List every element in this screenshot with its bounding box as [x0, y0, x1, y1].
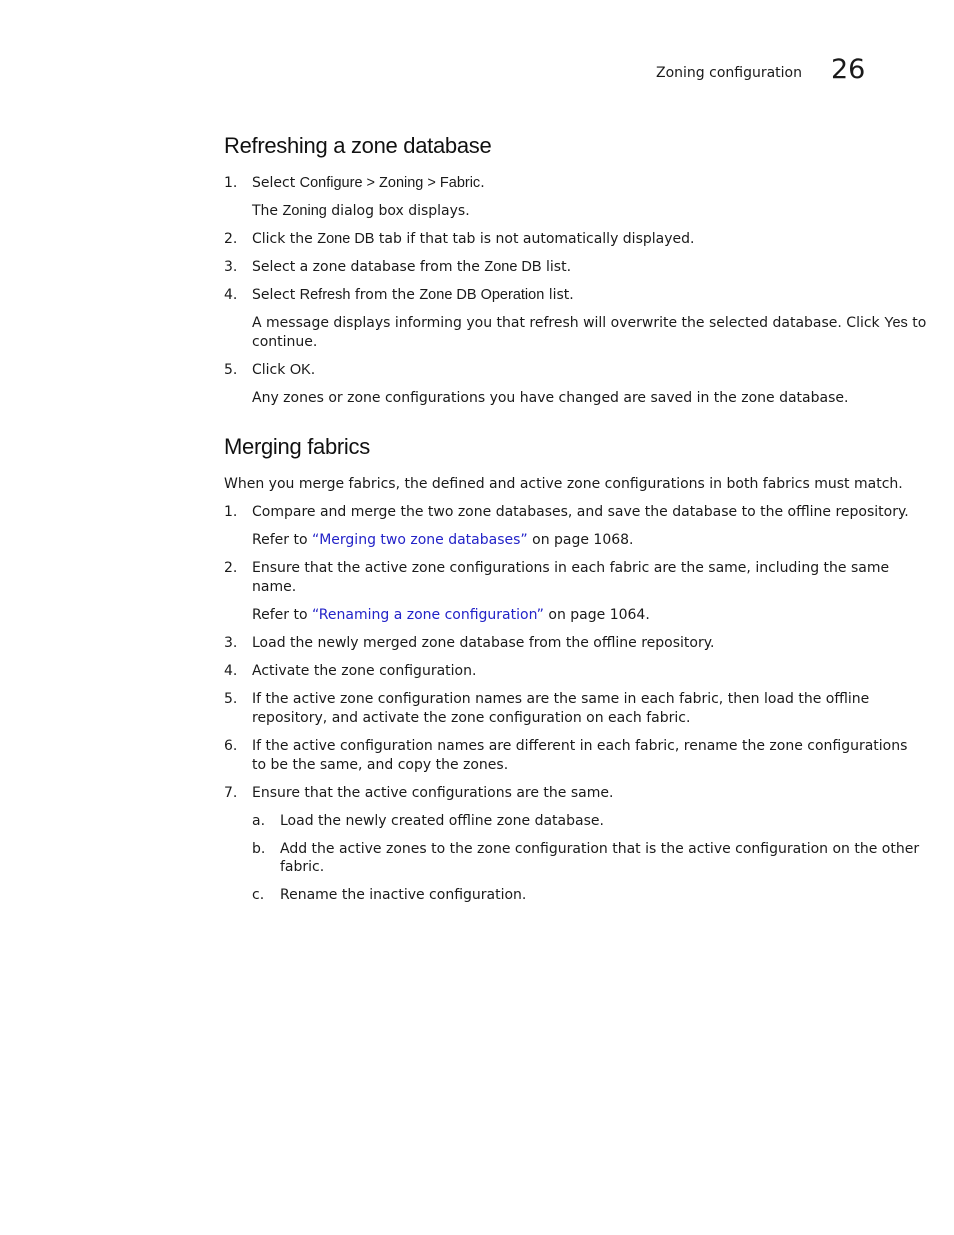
- step-number: 3.: [224, 635, 238, 651]
- step-2-text: Click the Zone DB tab if that tab is not automatically displayed.: [252, 231, 695, 247]
- link-renaming-a-zone-configuration[interactable]: “Renaming a zone configuration”: [311, 607, 544, 623]
- running-header-title: Zoning configuration: [656, 65, 802, 81]
- step-number: 4.: [224, 663, 238, 679]
- merge-step-5-line1: If the active zone configuration names are the same in each fabric, then load the offline: [252, 691, 870, 707]
- ui-label-zone-db-tab: Zone DB: [317, 231, 375, 247]
- step-3-text: Select a zone database from the Zone DB list.: [252, 259, 572, 275]
- merge-step-6-line2: to be the same, and copy the zones.: [252, 757, 509, 773]
- step-4-note-line2: continue.: [252, 334, 318, 350]
- cross-reference-1: Refer to “Merging two zone databases” on page 1068.: [252, 532, 634, 548]
- cross-reference-2: Refer to “Renaming a zone configuration” on page 1064.: [252, 607, 650, 623]
- substep-a-text: Load the newly created offline zone database.: [280, 813, 604, 829]
- step-number: 1.: [224, 504, 238, 520]
- step-4-note: A message displays informing you that refresh will overwrite the selected database. Click Yes to: [252, 315, 927, 331]
- ui-label-zone-db-operation: Zone DB Operation: [419, 287, 545, 303]
- substep-b-line2: fabric.: [280, 859, 325, 875]
- ui-label-yes: Yes: [884, 315, 908, 331]
- merge-step-5-line2: repository, and activate the zone configuration on each fabric.: [252, 710, 691, 726]
- merge-step-2-line1: Ensure that the active zone configurations in each fabric are the same, including the same: [252, 560, 890, 576]
- section-intro: When you merge fabrics, the defined and active zone configurations in both fabrics must match.: [224, 476, 903, 492]
- merge-step-1-text: Compare and merge the two zone databases, and save the database to the offline repository.: [252, 504, 909, 520]
- step-5-text: Click OK.: [252, 362, 316, 378]
- merge-step-6-line1: If the active configuration names are different in each fabric, rename the zone configurations: [252, 738, 908, 754]
- step-number: 5.: [224, 362, 238, 378]
- substep-b-line1: Add the active zones to the zone configuration that is the active configuration on the other: [280, 841, 920, 857]
- section-heading-refreshing: Refreshing a zone database: [224, 133, 492, 158]
- merge-step-7-text: Ensure that the active configurations are the same.: [252, 785, 614, 801]
- step-number: 2.: [224, 231, 238, 247]
- step-number: 4.: [224, 287, 238, 303]
- section-heading-merging: Merging fabrics: [224, 434, 370, 459]
- chapter-number: 26: [831, 54, 866, 85]
- link-merging-two-zone-databases[interactable]: “Merging two zone databases”: [311, 532, 528, 548]
- merge-step-2-line2: name.: [252, 579, 297, 595]
- step-number: 7.: [224, 785, 238, 801]
- step-4-text: Select Refresh from the Zone DB Operation list.: [252, 287, 574, 303]
- ui-label-refresh: Refresh: [299, 287, 351, 303]
- ui-label-ok: OK: [289, 362, 311, 378]
- merge-step-3-text: Load the newly merged zone database from the offline repository.: [252, 635, 715, 651]
- step-1-note: The Zoning dialog box displays.: [252, 203, 470, 219]
- step-number: 2.: [224, 560, 238, 576]
- step-number: 5.: [224, 691, 238, 707]
- menu-path: Configure > Zoning > Fabric: [299, 175, 481, 191]
- ui-label-zoning: Zoning: [282, 203, 327, 219]
- step-number: 6.: [224, 738, 238, 754]
- step-number: 3.: [224, 259, 238, 275]
- step-number: 1.: [224, 175, 238, 191]
- merge-step-4-text: Activate the zone configuration.: [252, 663, 477, 679]
- step-1-text: Select Configure > Zoning > Fabric.: [252, 175, 485, 191]
- substep-c-text: Rename the inactive configuration.: [280, 887, 527, 903]
- substep-letter: b.: [252, 841, 266, 857]
- substep-letter: a.: [252, 813, 266, 829]
- substep-letter: c.: [252, 887, 265, 903]
- ui-label-zone-db-list: Zone DB: [484, 259, 542, 275]
- step-5-note: Any zones or zone configurations you have changed are saved in the zone database.: [252, 390, 849, 406]
